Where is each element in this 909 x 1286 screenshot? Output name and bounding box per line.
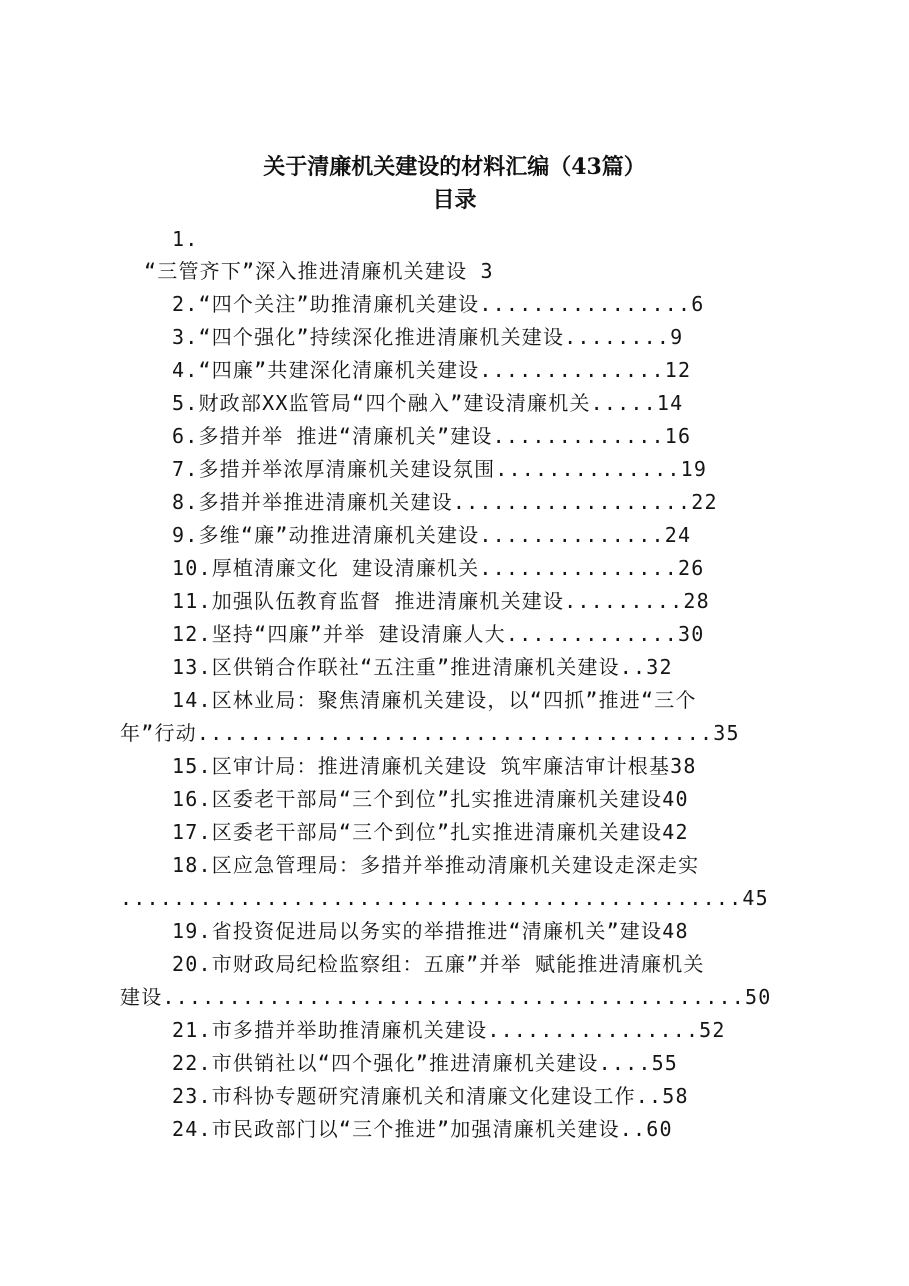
document-title: 关于清廉机关建设的材料汇编（43篇）: [263, 154, 646, 180]
toc-entry: 11.加强队伍教育监督 推进清廉机关建设.........28: [172, 589, 710, 613]
toc-entry: 4.“四廉”共建深化清廉机关建设..............12: [172, 358, 692, 382]
toc-entry: 9.多维“廉”动推进清廉机关建设..............24: [172, 523, 692, 547]
toc-entry: 年”行动.......................................35: [120, 721, 740, 745]
toc-entry: 7.多措并举浓厚清廉机关建设氛围..............19: [172, 457, 708, 481]
toc-entry: 17.区委老干部局“三个到位”扎实推进清廉机关建设42: [172, 820, 689, 844]
toc-entry: 22.市供销社以“四个强化”推进清廉机关建设....55: [172, 1051, 679, 1075]
toc-entry: 3.“四个强化”持续深化推进清廉机关建设........9: [172, 325, 684, 349]
toc-entry: 14.区林业局：聚焦清廉机关建设，以“四抓”推进“三个: [172, 688, 697, 712]
toc-entry: 6.多措并举 推进“清廉机关”建设.............16: [172, 424, 692, 448]
toc-entry: 21.市多措并举助推清廉机关建设................52: [172, 1018, 726, 1042]
toc-entry: 5.财政部XX监管局“四个融入”建设清廉机关.....14: [172, 391, 684, 415]
toc-entry: 23.市科协专题研究清廉机关和清廉文化建设工作..58: [172, 1084, 689, 1108]
toc-entry: 19.省投资促进局以务实的举措推进“清廉机关”建设48: [172, 919, 689, 943]
toc-entry: 18.区应急管理局：多措并举推动清廉机关建设走深走实: [172, 853, 700, 877]
toc-entry: 2.“四个关注”助推清廉机关建设................6: [172, 292, 705, 316]
toc-entry: 15.区审计局：推进清廉机关建设 筑牢廉洁审计根基38: [172, 754, 697, 778]
toc-entry: 1.: [172, 227, 199, 251]
toc-entry: 12.坚持“四廉”并举 建设清廉人大.............30: [172, 622, 705, 646]
toc-entry: ...............................................45: [120, 886, 769, 910]
toc-entry: 建设............................................50: [120, 985, 772, 1009]
toc-entry: 24.市民政部门以“三个推进”加强清廉机关建设..60: [172, 1117, 673, 1141]
toc-entry: 13.区供销合作联社“五注重”推进清廉机关建设..32: [172, 655, 673, 679]
toc-entry: “三管齐下”深入推进清廉机关建设 3: [144, 259, 494, 283]
toc-entry: 16.区委老干部局“三个到位”扎实推进清廉机关建设40: [172, 787, 689, 811]
toc-entry: 10.厚植清廉文化 建设清廉机关...............26: [172, 556, 705, 580]
toc-heading: 目录: [432, 187, 477, 213]
toc-entry: 8.多措并举推进清廉机关建设..................22: [172, 490, 718, 514]
toc-entry: 20.市财政局纪检监察组：五廉”并举 赋能推进清廉机关: [172, 952, 705, 976]
